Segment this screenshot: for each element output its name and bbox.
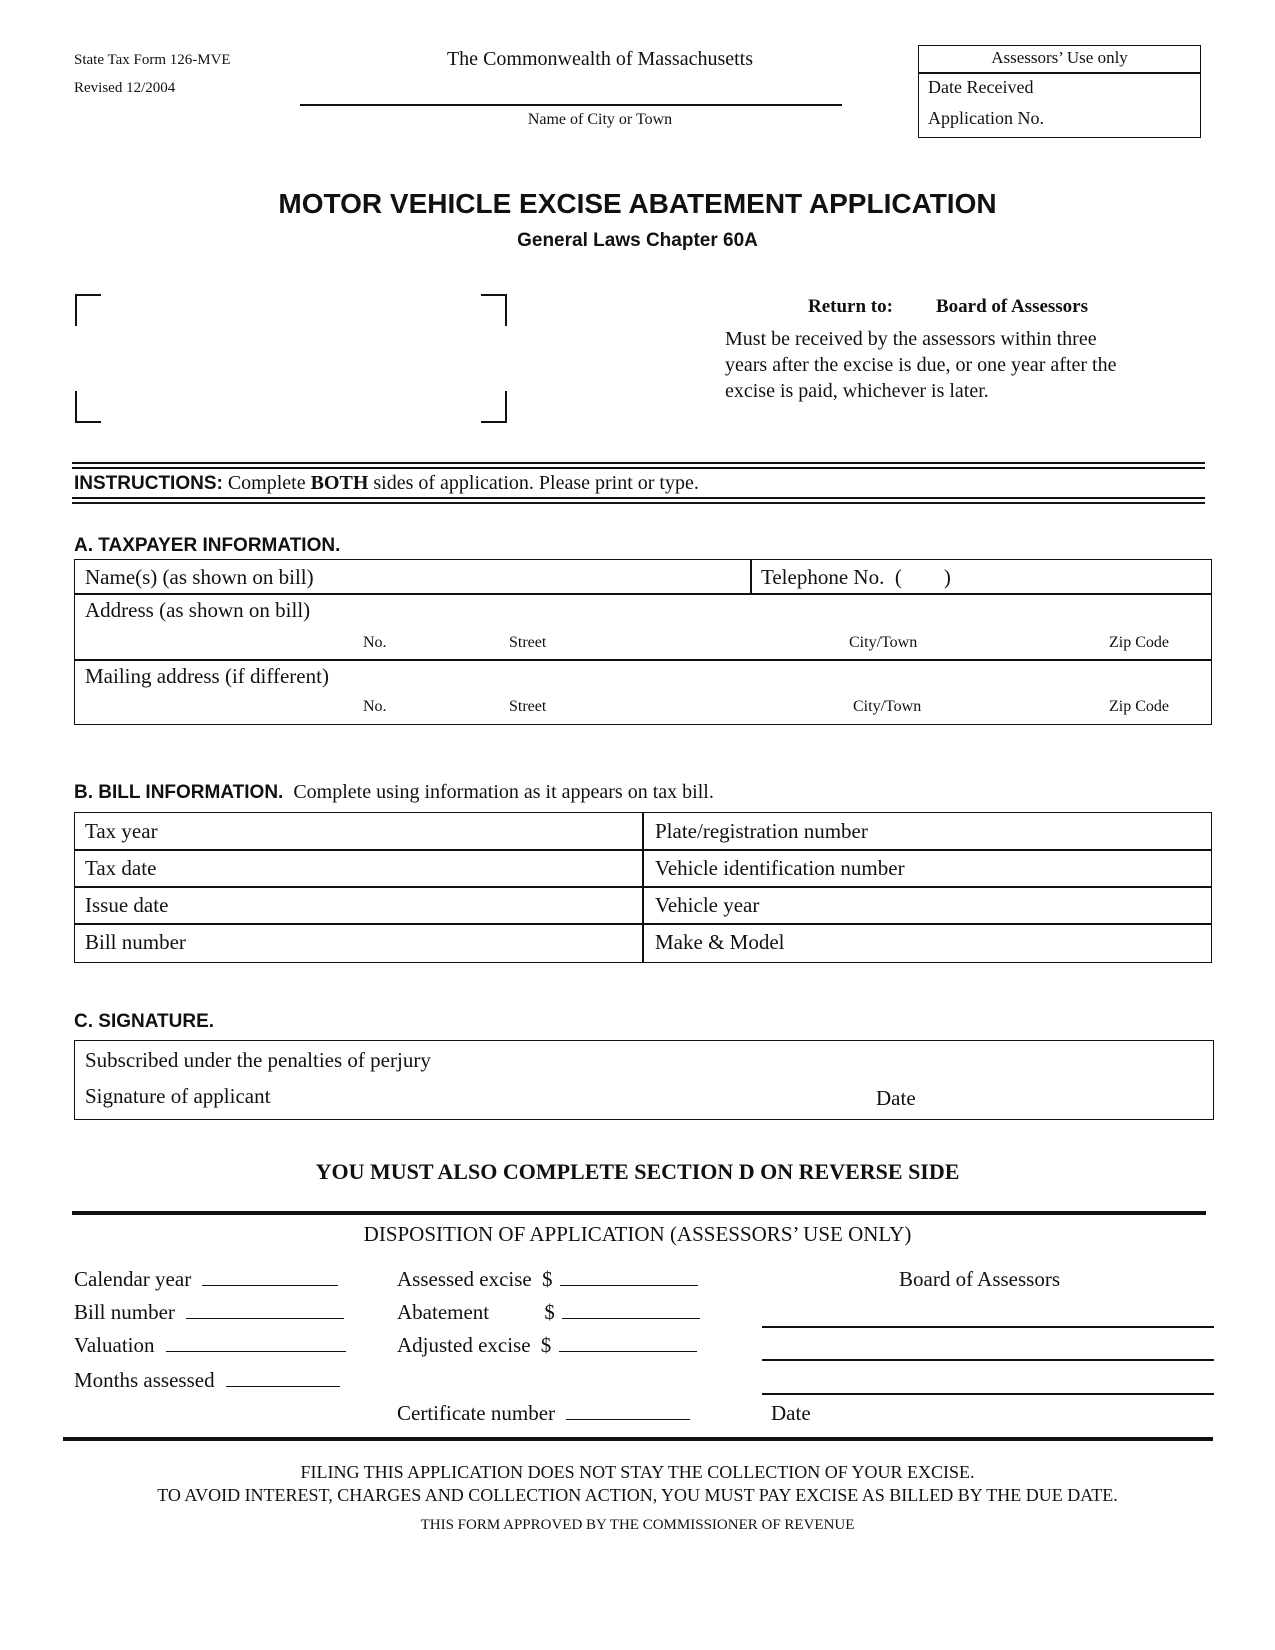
bill-number-field[interactable] xyxy=(75,924,642,962)
signature-date-label: Date xyxy=(876,1086,916,1110)
months-assessed-label: Months assessed xyxy=(74,1368,215,1392)
plate-number-label: Plate/registration number xyxy=(655,819,868,843)
adjusted-excise-row xyxy=(397,1333,697,1358)
application-no-label: Application No. xyxy=(928,108,1044,128)
disposition-rule-bottom xyxy=(63,1437,1213,1441)
address-label: Address (as shown on bill) xyxy=(85,598,311,622)
address-field[interactable] xyxy=(75,594,1211,659)
corner-bottom-left xyxy=(75,391,101,423)
return-note-line3: excise is paid, whichever is later. xyxy=(725,380,989,402)
mailing-sub-no: No. xyxy=(363,698,387,715)
mailing-sub-city: City/Town xyxy=(853,698,922,715)
assessors-use-box xyxy=(918,45,1201,138)
assessors-use-title: Assessors’ Use only xyxy=(991,48,1128,67)
signature-date-field[interactable] xyxy=(950,1081,1210,1117)
signature-field[interactable] xyxy=(375,1081,935,1117)
reverse-side-notice: YOU MUST ALSO COMPLETE SECTION D ON REVERSE SIDE xyxy=(315,1159,960,1184)
city-town-line[interactable] xyxy=(300,104,842,106)
tax-date-label: Tax date xyxy=(85,856,157,880)
telephone-field[interactable] xyxy=(752,560,1211,593)
form-number: State Tax Form 126-MVE xyxy=(74,52,231,68)
mailing-sub-street: Street xyxy=(509,698,547,715)
adjusted-excise-input[interactable] xyxy=(559,1333,697,1352)
board-of-assessors-label: Board of Assessors xyxy=(899,1267,1060,1291)
adjusted-excise-currency: $ xyxy=(540,1333,552,1357)
mailing-sub-zip: Zip Code xyxy=(1109,698,1169,715)
signature-label: Signature of applicant xyxy=(85,1084,271,1108)
issue-date-label: Issue date xyxy=(85,893,169,917)
assessor-signature-line-3[interactable] xyxy=(762,1393,1214,1395)
abatement-input[interactable] xyxy=(562,1300,700,1319)
address-sub-street: Street xyxy=(509,634,547,651)
tax-year-label: Tax year xyxy=(85,819,158,843)
taxpayer-info-table xyxy=(74,559,1212,725)
make-model-field[interactable] xyxy=(644,924,1211,962)
calendar-year-input[interactable] xyxy=(202,1267,338,1286)
return-note-line2: years after the excise is due, or one year after the xyxy=(725,354,1117,376)
instructions-both: BOTH xyxy=(310,472,369,494)
assessors-box-divider xyxy=(919,72,1200,74)
corner-bottom-right xyxy=(481,391,507,423)
disposition-date-label: Date xyxy=(771,1401,811,1425)
telephone-label: Telephone No. ( ) xyxy=(761,565,951,589)
vin-label: Vehicle identification number xyxy=(655,856,905,880)
address-sub-no: No. xyxy=(363,634,387,651)
instructions-rule-top-a xyxy=(72,462,1205,464)
tax-year-field[interactable] xyxy=(75,813,642,849)
disp-bill-number-row xyxy=(74,1300,344,1325)
section-b-note: Complete using information as it appears on tax bill. xyxy=(283,781,714,803)
mailing-label: Mailing address (if different) xyxy=(85,664,329,688)
assessed-excise-row xyxy=(397,1267,698,1292)
vehicle-year-label: Vehicle year xyxy=(655,893,760,917)
instructions-rule-bottom-a xyxy=(72,497,1205,499)
valuation-label: Valuation xyxy=(74,1333,155,1357)
disp-bill-number-input[interactable] xyxy=(186,1300,344,1319)
instructions-line xyxy=(74,472,699,495)
perjury-statement: Subscribed under the penalties of perjury xyxy=(85,1048,431,1072)
commonwealth-title: The Commonwealth of Massachusetts xyxy=(446,48,754,70)
valuation-input[interactable] xyxy=(166,1333,346,1352)
section-c-heading: C. SIGNATURE. xyxy=(74,1011,215,1032)
form-title: MOTOR VEHICLE EXCISE ABATEMENT APPLICATION xyxy=(278,188,997,219)
make-model-label: Make & Model xyxy=(655,930,785,954)
return-to-label: Return to: xyxy=(808,296,893,317)
calendar-year-label: Calendar year xyxy=(74,1267,192,1291)
names-label: Name(s) (as shown on bill) xyxy=(85,565,314,589)
footer-line3: THIS FORM APPROVED BY THE COMMISSIONER OF REVENUE xyxy=(420,1517,855,1533)
return-note-line1: Must be received by the assessors within three xyxy=(725,328,1097,350)
assessed-excise-input[interactable] xyxy=(560,1267,698,1286)
instructions-text-post: sides of application. Please print or type. xyxy=(368,472,699,494)
section-a-heading: A. TAXPAYER INFORMATION. xyxy=(74,535,341,556)
address-sub-zip: Zip Code xyxy=(1109,634,1169,651)
assessor-signature-line-2[interactable] xyxy=(762,1359,1214,1361)
vin-field[interactable] xyxy=(644,850,1211,886)
certificate-number-row xyxy=(397,1401,690,1426)
abatement-row xyxy=(397,1300,700,1325)
date-received-label: Date Received xyxy=(928,77,1034,97)
corner-top-left xyxy=(75,294,101,326)
instructions-rule-bottom-b xyxy=(72,502,1205,504)
disposition-title: DISPOSITION OF APPLICATION (ASSESSORS’ USE ONLY) xyxy=(363,1222,912,1246)
form-subtitle: General Laws Chapter 60A xyxy=(517,230,758,251)
disp-bill-number-label: Bill number xyxy=(74,1300,175,1324)
disposition-rule-top xyxy=(72,1211,1206,1215)
instructions-rule-top-b xyxy=(72,467,1205,469)
valuation-row xyxy=(74,1333,346,1358)
tax-date-field[interactable] xyxy=(75,850,642,886)
assessor-signature-line-1[interactable] xyxy=(762,1326,1214,1328)
assessed-excise-label: Assessed excise xyxy=(397,1267,532,1291)
assessed-excise-currency: $ xyxy=(541,1267,553,1291)
bill-number-label: Bill number xyxy=(85,930,186,954)
plate-number-field[interactable] xyxy=(644,813,1211,849)
section-b-heading-line xyxy=(74,781,714,804)
adjusted-excise-label: Adjusted excise xyxy=(397,1333,531,1357)
corner-top-right xyxy=(481,294,507,326)
footer-line1: FILING THIS APPLICATION DOES NOT STAY THE COLLECTION OF YOUR EXCISE. xyxy=(300,1462,975,1482)
bill-info-table xyxy=(74,812,1212,963)
certificate-number-label: Certificate number xyxy=(397,1401,556,1425)
months-assessed-row xyxy=(74,1368,340,1393)
vehicle-year-field[interactable] xyxy=(644,887,1211,923)
return-to-recipient: Board of Assessors xyxy=(936,296,1089,317)
city-town-label: Name of City or Town xyxy=(527,111,673,128)
calendar-year-row xyxy=(74,1267,338,1292)
names-field[interactable] xyxy=(75,560,750,593)
instructions-label: INSTRUCTIONS: xyxy=(74,473,223,494)
abatement-currency: $ xyxy=(544,1300,555,1324)
revised-date: Revised 12/2004 xyxy=(74,80,176,96)
months-assessed-input[interactable] xyxy=(226,1368,340,1387)
section-b-heading: B. BILL INFORMATION. xyxy=(74,782,284,803)
instructions-text-pre: Complete xyxy=(222,472,311,494)
abatement-label: Abatement xyxy=(397,1300,490,1324)
certificate-number-input[interactable] xyxy=(566,1401,690,1420)
signature-box xyxy=(74,1040,1214,1120)
footer-line2: TO AVOID INTEREST, CHARGES AND COLLECTION ACTION, YOU MUST PAY EXCISE AS BILLED BY THE DUE DATE. xyxy=(157,1485,1118,1505)
issue-date-field[interactable] xyxy=(75,887,642,923)
address-sub-city: City/Town xyxy=(849,634,918,651)
mailing-address-field[interactable] xyxy=(75,661,1211,724)
